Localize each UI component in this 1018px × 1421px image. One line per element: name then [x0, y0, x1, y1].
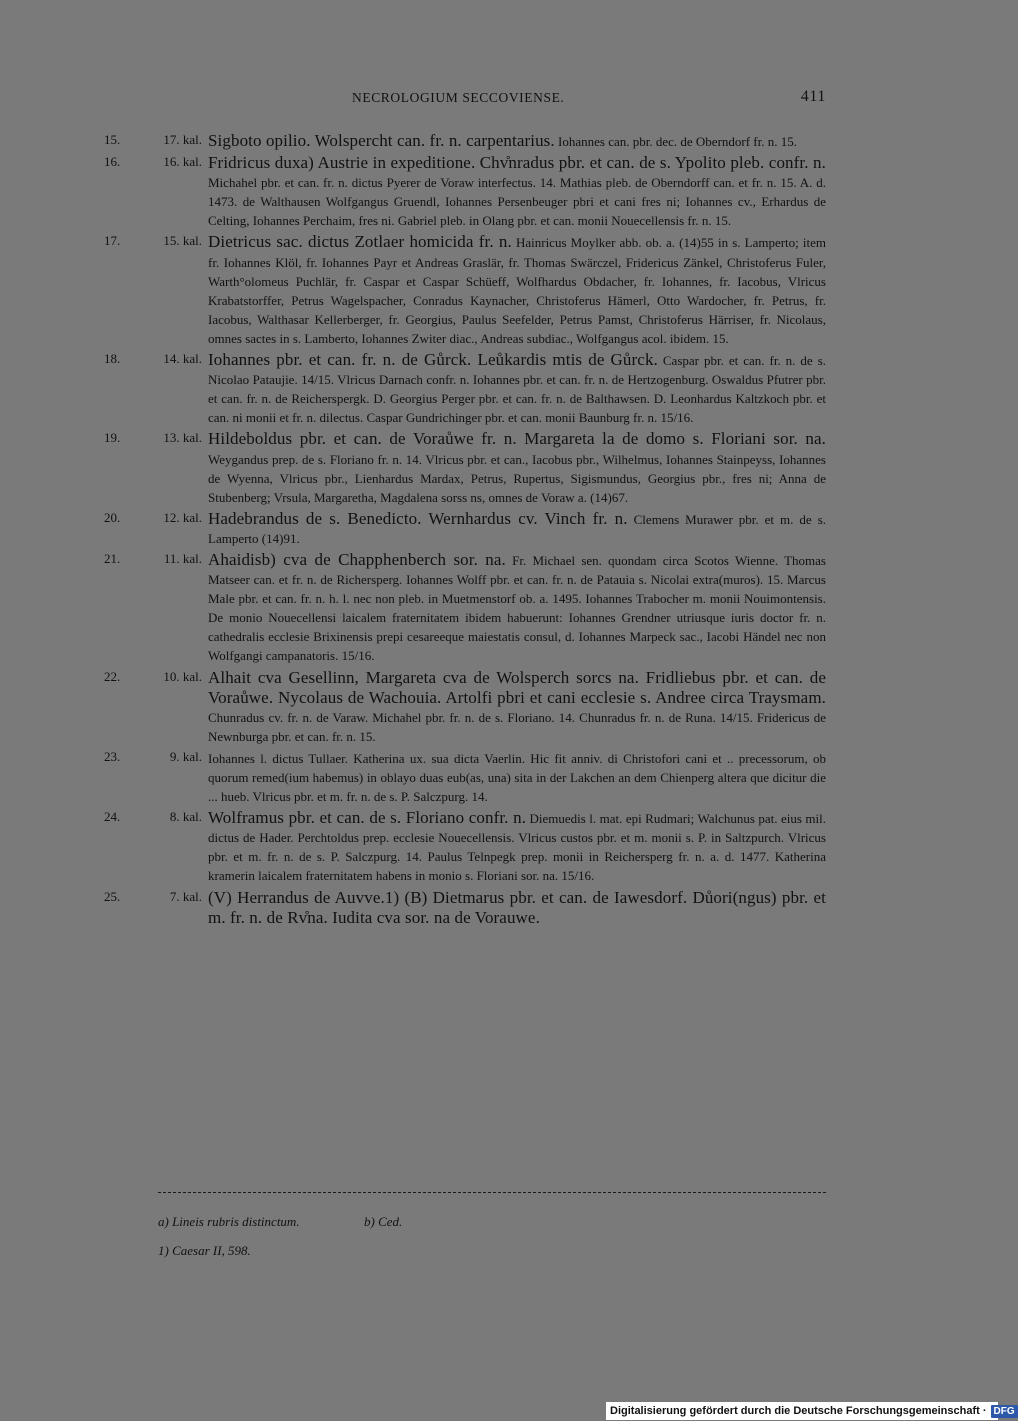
necrology-entry [104, 668, 826, 746]
necrology-entry [104, 888, 826, 928]
entry-number: 17. [104, 233, 121, 249]
entry-rest: Caspar pbr. et can. fr. n. de s. Nicolao Pataujie. 14/15. Vlricus Darnach confr. n. Iohannes pbr. et can. fr. n. de Hertzogenburg. Oswaldus Pfutrer pbr. et can. fr. n. de Reicherspergk. D. Georgius Perger pbr. et can. fr. n. de Balthawsen. D. Leonhardus Kaltzkoch pbr. et can. ni monii et fr. n. dilectus. Caspar Gundrichinger pbr. et can. monii Baunburg fr. n. 15/16. [208, 353, 827, 426]
footnote-a: a) Lineis rubris distinctum. [158, 1214, 300, 1229]
entry-number: 20. [104, 509, 121, 525]
entry-number: 25. [104, 888, 121, 904]
entry-date: 17. kal. [163, 132, 202, 147]
page-number: 411 [800, 88, 826, 105]
entry-number: 19. [104, 430, 121, 446]
entry-text [208, 748, 826, 806]
entry-lead: Dietricus sac. dictus Zotlaer homicida fr. n. [208, 232, 512, 252]
entry-lead: Ahaidisb) cva de Chapphenberch sor. na. [208, 549, 506, 569]
necrology-entry [104, 153, 826, 230]
necrology-entry [104, 232, 826, 348]
entry-date: 12. kal. [163, 509, 202, 525]
entry-rest: Fr. Michael sen. quondam circa Scotos Wienne. Thomas Matseer can. et fr. n. de Richersperg. Iohannes Wolff pbr. et can. fr. n. de Patauia s. Nicolai extra(muros). 15. Marcus Male pbr. et can. fr. n. h. l. nec non pleb. in Muetmenstorf ob. a. 1495. Iohannes Trabocher m. monii Nouimontensis. De monio Nouecellensi laicalem fraternitatem ibidem habuerunt: Iohannes Grendner utriusque iuris doctor fr. n. cathedralis ecclesie Brixinensis prepi cesareeque maiestatis consul, d. Iohannes Marpeck sac., Iacobi Händel nec non Wolfgangi campanatoris. 15/16. [208, 552, 826, 664]
entry-date: 10. kal. [163, 668, 202, 684]
entry-rest: Weygandus prep. de s. Floriano fr. n. 14. Vlricus pbr. et can., Iacobus pbr., Wilhelmus, Iohannes Stainpeyss, Iohannes de Wyenna, Vlricus pbr., Lienhardus Mardax, Petrus, Rupertus, Sigismundus, Georgius pbr., fres ni; Anna de Stubenberg; Vrsula, Margaretha, Magdalena sorss ns, omnes de Voraw a. (14)67. [208, 451, 826, 505]
necrology-entry [104, 808, 826, 885]
entry-text [208, 888, 826, 928]
entry-lead: Wolframus pbr. et can. de s. Floriano confr. n. [208, 808, 527, 828]
entry-text [208, 350, 826, 427]
funding-text: Digitalisierung gefördert durch die Deutsche Forschungsgemeinschaft · [610, 1405, 987, 1417]
funding-footer [606, 1402, 1015, 1420]
entry-number: 15. [104, 132, 121, 147]
entry-rest: Iohannes l. dictus Tullaer. Katherina ux. sua dicta Vaerlin. Hic fit anniv. di Christofori cani et .. precessorum, ob quorum remed(ium habemus) in oblayo duas eub(as, una) sita in der Lakchen an dem Chienperg altera que dicitur die ... hueb. Vlricus pbr. et m. fr. n. de s. P. Salczpurg. 14. [208, 750, 826, 805]
entry-number: 23. [104, 748, 121, 764]
entry-rest: Hainricus Moylker abb. ob. a. (14)55 in s. Lamperto; item fr. Iohannes Klöl, fr. Iohannes Payr et Andreas Graslär, fr. Thomas Swärczel, Fridericus Zänkel, Christoferus Fuler, Warth°olomeus Puchlär, fr. Caspar et Caspar Schüeff, Wolfhardus Obdacher, fr. Iohannes, fr. Iacobus, Vlricus Krabatstorffer, Petrus Wagelspacher, Conradus Kaynacher, Christoferus Hämerl, Otto Wardocher, fr. Petrus, fr. Iacobus, Walthasar Kellerberger, fr. Georgius, Paulus Seefelder, Petrus Pamst, Christoferus Härriser, fr. Nicolaus, omnes sactes in s. Lamberto, Iohannes Zwiter diac., Andreas subdiac., Wolfgangus acol. ibidem. 15. [208, 235, 826, 346]
necrology-entry [104, 509, 826, 548]
footnote-1: 1) Caesar II, 598. [158, 1243, 251, 1258]
necrology-entries [104, 131, 826, 930]
entry-text [208, 509, 826, 548]
entry-date: 16. kal. [163, 154, 202, 170]
entry-date: 15. kal. [163, 233, 202, 249]
entry-text [208, 429, 826, 506]
entry-number: 18. [104, 351, 121, 367]
entry-text [208, 153, 826, 230]
entry-rest: Clemens Murawer pbr. et m. de s. Lamperto (14)91. [208, 511, 827, 546]
necrology-entry [104, 131, 826, 151]
entry-date: 11. kal. [163, 550, 202, 566]
entry-text [208, 232, 826, 348]
footnote-b: b) Ced. [364, 1214, 403, 1229]
entry-rest: Chunradus cv. fr. n. de Varaw. Michahel pbr. fr. n. de s. Floriano. 14. Chunradus fr. n. de Runa. 14/15. Fridericus de Newnburga pbr. et can. fr. n. 15. [208, 709, 826, 744]
necrology-entry [104, 429, 826, 506]
dfg-logo-icon: DFG [991, 1405, 1018, 1418]
necrology-entry [104, 550, 826, 666]
entry-lead: Iohannes pbr. et can. fr. n. de Gůrck. Leůkardis mtis de Gůrck. [208, 350, 658, 370]
footnote-divider [158, 1192, 826, 1193]
entry-lead: Sigboto opilio. Wolspercht can. fr. n. carpentarius. [208, 131, 555, 150]
entry-lead: (V) Herrandus de Auvve.1) (B) Dietmarus pbr. et can. de Iawesdorf. Důori(ngus) pbr. et m. fr. n. de Rv̊na. Iudita cva sor. na de Vorauwe. [208, 887, 826, 927]
entry-lead: Hadebrandus de s. Benedicto. Wernhardus cv. Vinch fr. n. [208, 508, 628, 528]
entry-date: 7. kal. [169, 888, 202, 904]
entry-rest: Michahel pbr. et can. fr. n. dictus Pyerer de Voraw interfectus. 14. Mathias pleb. de Oberndorff can. et fr. n. 15. A. d. 1473. de Walthausen Wolfgangus Gruendl, Iohannes Persenbeuger pbri et cani fres ni; Iohannes cv., Erhardus de Celting, Iohannes Perchaim, fres ni. Gabriel pleb. in Olang pbr. et can. monii Nouecellensis fr. n. 15. [208, 175, 826, 229]
entry-lead: Hildeboldus pbr. et can. de Voraůwe fr. n. Margareta la de domo s. Floriani sor. na. [208, 429, 826, 449]
running-header [340, 88, 830, 110]
entry-date: 14. kal. [163, 351, 202, 367]
entry-lead: Fridricus duxa) Austrie in expeditione. Chv̊nradus pbr. et can. de s. Ypolito pleb. confr. n. [208, 153, 826, 173]
necrology-entry [104, 748, 826, 806]
entry-lead: Alhait cva Gesellinn, Margareta cva de Wolsperch sorcs na. Fridliebus pbr. et can. de Voraůwe. Nycolaus de Wachouia. Artolfi pbri et cani ecclesie s. Andree circa Traysmam. [208, 667, 826, 707]
entry-date: 9. kal. [169, 748, 202, 764]
footnote-a-row [158, 1214, 403, 1230]
entry-rest: Iohannes can. pbr. dec. de Oberndorf fr. n. 15. [558, 134, 797, 149]
entry-text [208, 808, 826, 885]
entry-number: 24. [104, 809, 121, 825]
entry-rest: Diemuedis l. mat. epi Rudmari; Walchunus pat. eius mil. dictus de Hader. Perchtoldus prep. ecclesie Nouecellensis. Vlricus custos pbr. et m. monii s. P. in Saltzpurch. Vlricus pbr. et m. fr. n. de s. P. Salczpurg. 14. Paulus Telnpegk prep. monii in Reichersperg fr. n. a. d. 1477. Katherina kramerin laicalem fraternitatem habens in monio s. Floriani sor. na. 15/16. [208, 811, 826, 884]
entry-text [208, 668, 826, 746]
entry-text [208, 131, 826, 151]
entry-date: 13. kal. [163, 430, 202, 446]
entry-number: 22. [104, 668, 121, 684]
entry-number: 16. [104, 154, 121, 170]
entry-number: 21. [104, 550, 121, 566]
entry-text [208, 550, 826, 666]
entry-date: 8. kal. [169, 809, 202, 825]
necrology-entry [104, 350, 826, 427]
header-title: NECROLOGIUM SECCOVIENSE. [352, 90, 565, 105]
